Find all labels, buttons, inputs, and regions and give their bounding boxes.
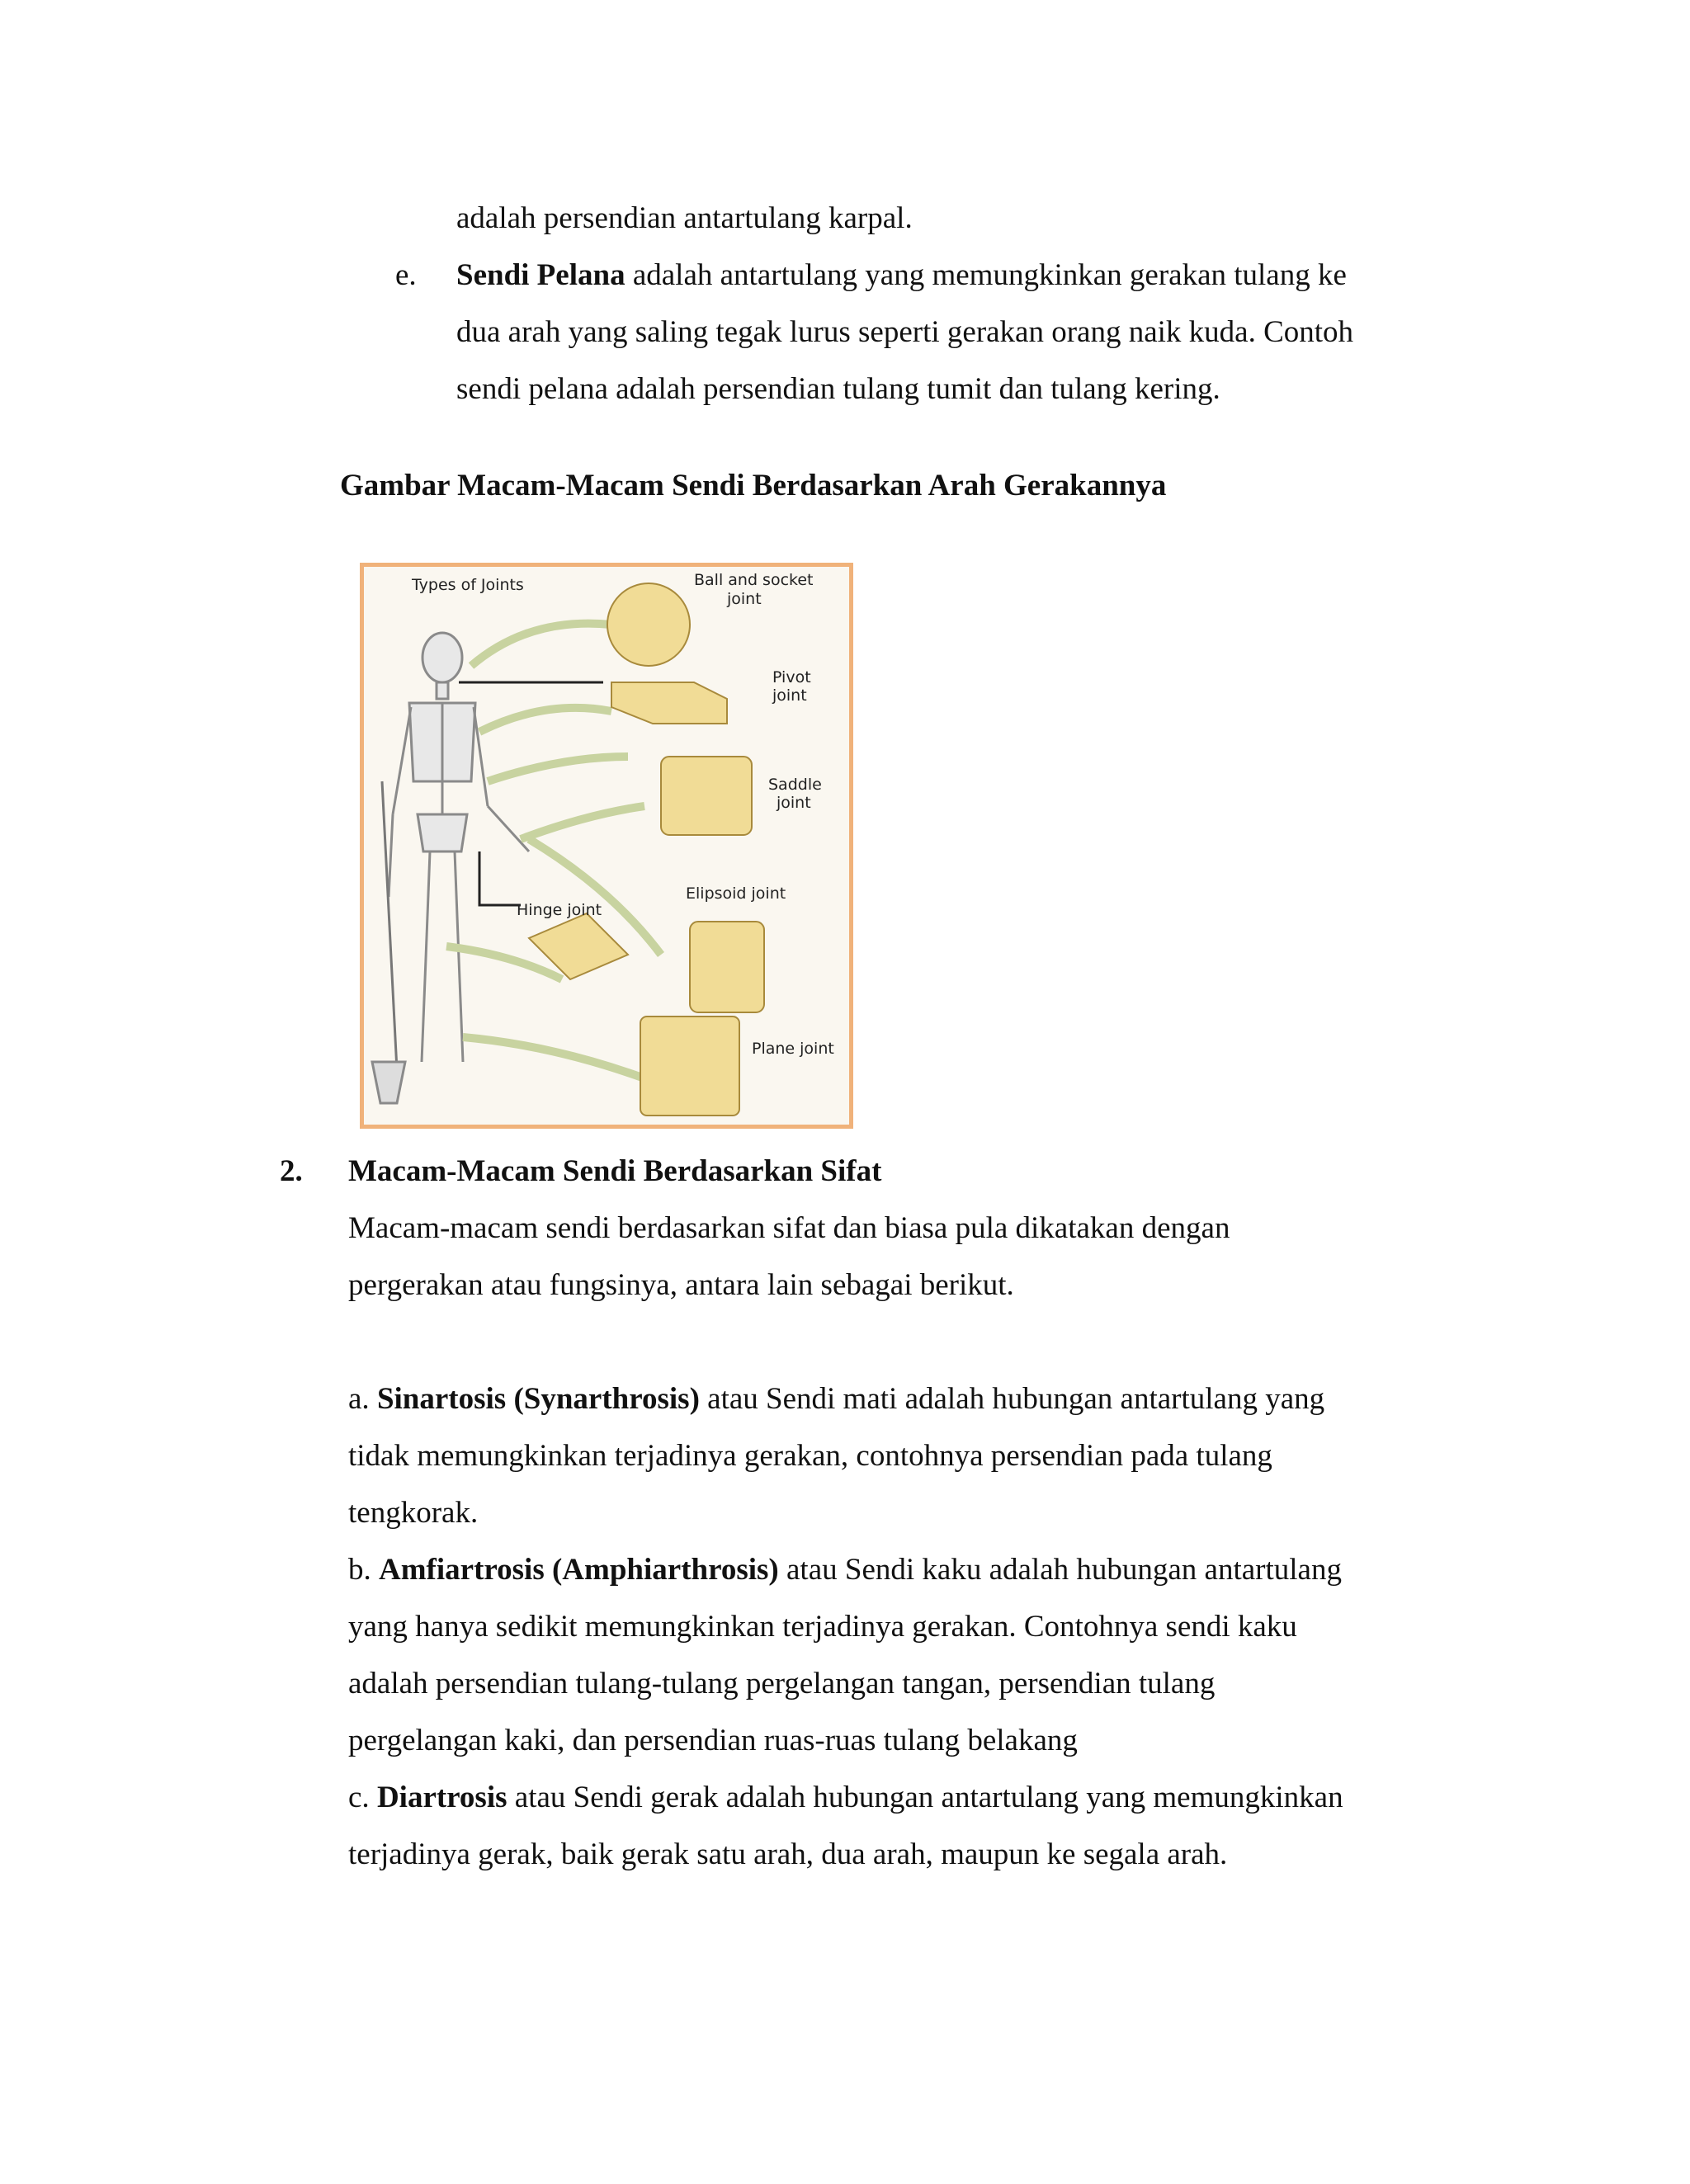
paragraph-line: adalah persendian antartulang karpal. — [456, 201, 913, 235]
label-pivot: Pivot — [772, 668, 811, 686]
label-ball-socket-2: joint — [727, 590, 762, 608]
paragraph-line: terjadinya gerak, baik gerak satu arah, dua arah, maupun ke segala arah. — [348, 1837, 1228, 1871]
list-item-c-text: atau Sendi gerak adalah hubungan antartulang yang memungkinkan — [507, 1781, 1343, 1814]
list-item-a-line — [348, 1380, 1324, 1418]
list-marker: b. — [348, 1553, 379, 1587]
figure-title: Types of Joints — [412, 576, 524, 594]
plane-joint-model — [640, 1017, 739, 1116]
list-marker: a. — [348, 1382, 377, 1416]
joint-types-illustration — [364, 567, 849, 1125]
paragraph-line: pergerakan atau fungsinya, antara lain sebagai berikut. — [348, 1268, 1014, 1302]
paragraph-line: adalah persendian tulang-tulang pergelangan tangan, persendian tulang — [348, 1667, 1216, 1701]
list-item-b-text: atau Sendi kaku adalah hubungan antartulang — [778, 1553, 1342, 1587]
paragraph-line: tengkorak. — [348, 1496, 479, 1530]
list-item-c-line — [348, 1779, 1343, 1817]
section-number: 2. — [280, 1154, 303, 1188]
label-ellipsoid: Elipsoid joint — [686, 884, 786, 903]
joint-types-figure — [360, 563, 853, 1129]
label-plane: Plane joint — [752, 1040, 834, 1058]
skeleton-illustration — [372, 633, 529, 1103]
list-marker: c. — [348, 1781, 377, 1814]
list-item-e-line — [456, 257, 1347, 295]
ball-and-socket-joint-model — [607, 583, 690, 666]
paragraph-line: yang hanya sedikit memungkinkan terjadinya gerakan. Contohnya sendi kaku — [348, 1610, 1297, 1644]
list-item-b-line — [348, 1551, 1342, 1589]
paragraph-line: dua arah yang saling tegak lurus seperti gerakan orang naik kuda. Contoh — [456, 315, 1354, 349]
saddle-joint-model — [661, 757, 752, 835]
paragraph-line: sendi pelana adalah persendian tulang tumit dan tulang kering. — [456, 372, 1220, 406]
section-heading: Macam-Macam Sendi Berdasarkan Sifat — [348, 1154, 882, 1188]
term-diartrosis: Diartrosis — [376, 1781, 507, 1814]
ellipsoid-joint-model — [690, 922, 764, 1012]
pivot-joint-model — [611, 682, 727, 724]
list-item-e-text: adalah antartulang yang memungkinkan gerakan tulang ke — [625, 258, 1347, 292]
term-sinartosis: Sinartosis (Synarthrosis) — [376, 1382, 700, 1416]
term-amfiartrosis: Amfiartrosis (Amphiarthrosis) — [379, 1553, 779, 1587]
label-saddle-2: joint — [777, 794, 811, 812]
label-pivot-2: joint — [772, 686, 807, 705]
label-hinge: Hinge joint — [517, 901, 602, 919]
list-marker: e. — [395, 258, 417, 292]
figure-caption: Gambar Macam-Macam Sendi Berdasarkan Arah Gerakannya — [340, 469, 1167, 502]
label-saddle: Saddle — [768, 776, 822, 794]
paragraph-line: Macam-macam sendi berdasarkan sifat dan biasa pula dikatakan dengan — [348, 1211, 1230, 1245]
paragraph-line: tidak memungkinkan terjadinya gerakan, contohnya persendian pada tulang — [348, 1439, 1272, 1473]
list-item-a-text: atau Sendi mati adalah hubungan antartulang yang — [699, 1382, 1325, 1416]
paragraph-line: pergelangan kaki, dan persendian ruas-ruas tulang belakang — [348, 1724, 1078, 1757]
term-sendi-pelana: Sendi Pelana — [456, 258, 625, 292]
label-ball-socket: Ball and socket — [694, 571, 814, 589]
